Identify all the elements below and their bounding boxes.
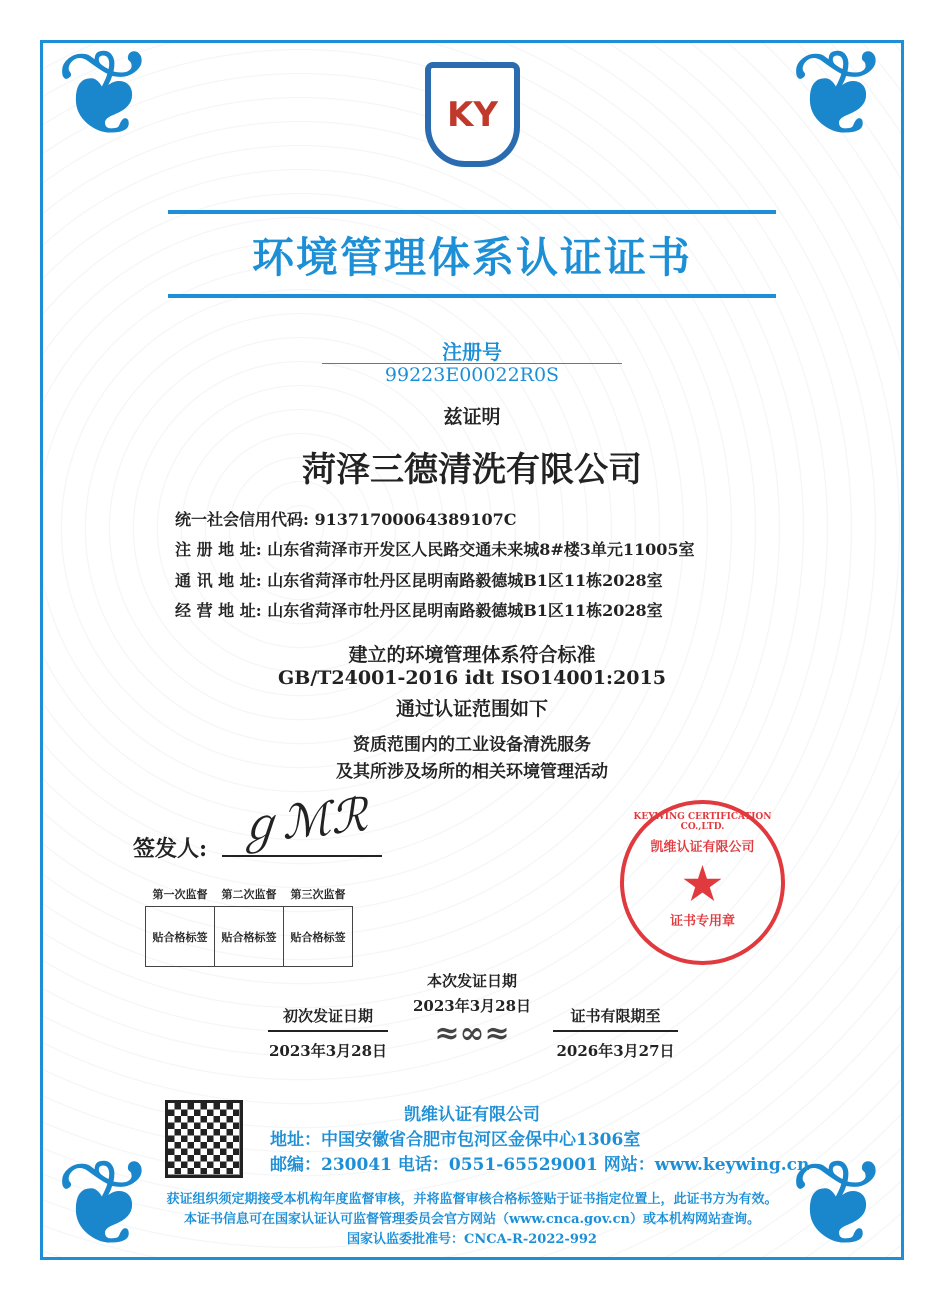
divider [168,294,776,298]
company-logo [425,62,520,167]
info-value: 91371700064389107C [314,510,517,529]
current-issue-label: 本次发证日期 [426,972,517,990]
ornament-icon: ❦ [788,1135,890,1274]
issuer-address: 地址：中国安徽省合肥市包河区金保中心1306室 [270,1130,641,1150]
scope-heading: 通过认证范围如下 [395,698,548,720]
supervision-header: 第二次监督 [221,888,277,901]
signature-line [222,855,382,857]
standard-code: GB/T24001-2016 idt ISO14001:2015 [278,667,666,689]
seal-outer-text: KEYWING CERTIFICATION CO.,LTD. [633,812,772,832]
supervision-table [145,886,353,967]
signature-image: ℊℳℛ [232,787,370,855]
supervision-header: 第三次监督 [290,888,346,901]
signer-label: 签发人: [133,836,208,862]
divider [168,210,776,214]
first-issue-label: 初次发证日期 [268,1005,388,1032]
flourish-icon: ≈∞≈ [434,1016,510,1051]
info-key: 注 册 地 址: [175,540,262,559]
proof-label: 兹证明 [443,406,501,428]
info-value: 山东省菏泽市牡丹区昆明南路毅德城B1区11栋2028室 [267,601,663,620]
info-row [175,598,663,621]
ornament-icon: ❦ [54,1135,156,1274]
issuer-contact: 邮编：230041 电话：0551-65529001 网站：www.keywing.cn [270,1155,810,1175]
company-name: 菏泽三德清洗有限公司 [302,450,642,490]
info-key: 通 讯 地 址: [175,571,262,590]
official-seal [620,800,785,965]
certificate-title: 环境管理体系认证证书 [251,233,692,282]
supervision-cell: 贴合格标签 [146,907,215,967]
standard-line: 建立的环境管理体系符合标准 [348,644,596,666]
logo-text: KY [447,94,498,135]
supervision-header: 第一次监督 [152,888,208,901]
issuer-name: 凯维认证有限公司 [404,1105,540,1125]
supervision-cell: 贴合格标签 [284,907,353,967]
notes [0,1190,944,1250]
star-icon: ★ [682,859,723,910]
current-issue-date: 2023年3月28日 [412,997,532,1015]
seal-inner-text: 凯维认证有限公司 [650,840,755,855]
scope-line: 资质范围内的工业设备清洗服务 [353,735,591,755]
info-row [175,568,663,591]
first-issue [268,1005,388,1061]
supervision-cell: 贴合格标签 [215,907,284,967]
info-value: 山东省菏泽市牡丹区昆明南路毅德城B1区11栋2028室 [267,571,663,590]
info-row [175,507,517,530]
note-line: 本证书信息可在国家认证认可监督管理委员会官方网站（www.cnca.gov.cn）或本机构网站查询。 [184,1212,760,1227]
current-issue [412,970,532,1051]
ornament-icon: ❦ [788,25,890,164]
info-value: 山东省菏泽市开发区人民路交通未来城8#楼3单元11005室 [267,540,695,559]
seal-bottom-text: 证书专用章 [669,914,735,929]
registration-label: 注册号 [442,340,502,364]
scope-line: 及其所涉及场所的相关环境管理活动 [336,762,608,782]
first-issue-date: 2023年3月28日 [268,1042,388,1060]
note-line: 国家认监委批准号：CNCA-R-2022-992 [347,1232,597,1247]
info-key: 统一社会信用代码: [175,510,309,529]
ornament-icon: ❦ [54,25,156,164]
registration-number: 99223E00022R0S [322,363,622,386]
expiry-date: 2026年3月27日 [556,1042,675,1060]
info-row [175,537,695,560]
note-line: 获证组织须定期接受本机构年度监督审核，并将监督审核合格标签贴于证书指定位置上，此证书方为有效。 [166,1192,778,1207]
expiry-label: 证书有限期至 [553,1005,678,1032]
expiry [553,1005,678,1061]
info-key: 经 营 地 址: [175,601,262,620]
